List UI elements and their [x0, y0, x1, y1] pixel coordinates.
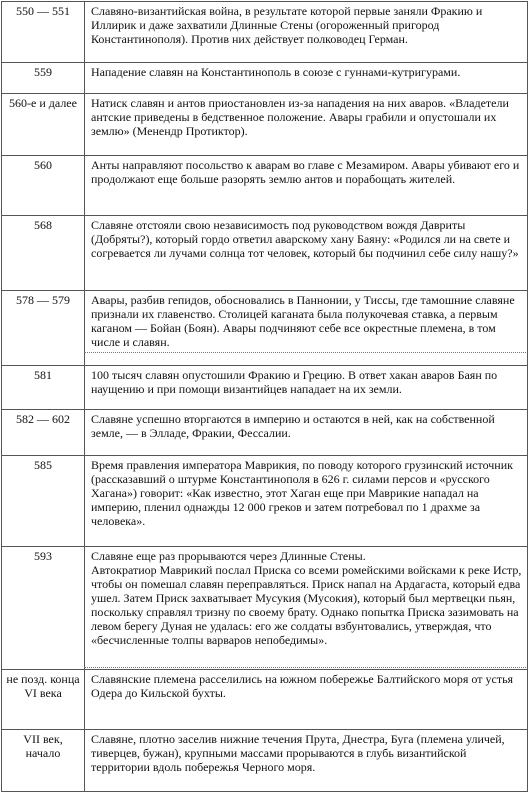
table-row [2, 216, 528, 291]
row-date: 581 [2, 366, 85, 410]
table-row [2, 410, 528, 456]
row-event: Славяне отстояли свою независимость под руководством вождя Давриты (Добряты?), который гордо ответил аварскому хану Баяну: «Родился ли на свете и согреваетcя ли лучами солнца тот человек, который бы подчинил себе силу нашу?» [85, 216, 528, 291]
row-date: 559 [2, 63, 85, 94]
table-row [2, 730, 528, 792]
row-date: 593 [2, 547, 85, 670]
row-date: 568 [2, 216, 85, 291]
table-row [2, 547, 528, 670]
dotted-divider [84, 667, 526, 668]
row-event: Славяно-византийская война, в результате которой первые заняли Фракию и Иллирик и даже захватили Длинные Стены (огороженный пригород Константинополя). Против них действует полководец Герман. [85, 2, 528, 63]
chronology-table [1, 1, 528, 792]
row-event: Славяне еще раз прорываются через Длинные Стены. Автократиор Маврикий послал Приска со всеми ромейскими войсками к реке Истр, чтобы он помешал славян переправляться. Приск напал на Ардагаста, который едва ушел. Затем Приск захватывает Мусукия (Мусокия), который был мертвецки пьян, поскольку справлял тризну по своему брату. Однако попытка Приска зазимовать на левом берегу Дуная не удалась: его же солдаты взбунтовались, утверждая, что «бесчисленные толпы варваров непобедимы». [85, 547, 528, 670]
row-date: 560-е и далее [2, 94, 85, 156]
row-date: VII век, начало [2, 730, 85, 792]
row-event: Славянские племена расселились на южном побережье Балтийского моря от устья Одера до Кильской бухты. [85, 670, 528, 730]
row-event: Славяне, плотно заселив нижние течения Прута, Днестра, Буга (племена уличей, тиверцев, бужан), крупными массами прорываются в глубь византийской территории вдоль побережья Черного моря. [85, 730, 528, 792]
row-date: 578 — 579 [2, 291, 85, 366]
row-date: не позд. конца VI века [2, 670, 85, 730]
table-row [2, 291, 528, 366]
row-date: 582 — 602 [2, 410, 85, 456]
table-row [2, 2, 528, 63]
row-date: 585 [2, 456, 85, 547]
row-date: 550 — 551 [2, 2, 85, 63]
row-event: Авары, разбив гепидов, обосновались в Паннонии, у Тиссы, где тамошние славяне признали их главенство. Столицей каганата была полукочевая ставка, а первым каганом — Бойан (Боян). Авары подчиняют себе все окрестные племена, в том числе и славян. [85, 291, 528, 366]
row-event: 100 тысяч славян опустошили Фракию и Грецию. В ответ хакан аваров Баян по наущению и при помощи византийцев нападает на их земли. [85, 366, 528, 410]
table-row [2, 366, 528, 410]
dotted-divider [84, 352, 526, 353]
row-event: Время правления императора Маврикия, по поводу которого грузинский источник (рассказавший о штурме Константинополя в 626 г. силами персов и «русского Хагана») говорит: «Как известно, этот Хаган еще при Маврикие нападал на империю, пленил однажды 12 000 греков и затем потребовал по 1 драхме за человека». [85, 456, 528, 547]
row-date: 560 [2, 156, 85, 216]
table-row [2, 63, 528, 94]
table-row [2, 94, 528, 156]
table-row [2, 670, 528, 730]
table-row [2, 156, 528, 216]
row-event: Анты направляют посольство к аварам во главе с Мезамиром. Авары убивают его и продолжают еще больше разорять землю антов и порабощать жителей. [85, 156, 528, 216]
row-event: Нападение славян на Константинополь в союзе с гуннами-кутригурами. [85, 63, 528, 94]
table-row [2, 456, 528, 547]
row-event: Славяне успешно вторгаются в империю и остаются в ней, как на собственной земле, — в Элладе, Фракии, Фессалии. [85, 410, 528, 456]
row-event: Натиск славян и антов приостановлен из-за нападения на них аваров. «Владетели антские приведены в бедственное положение. Авары грабили и опустошали их землю» (Менендр Протиктор). [85, 94, 528, 156]
